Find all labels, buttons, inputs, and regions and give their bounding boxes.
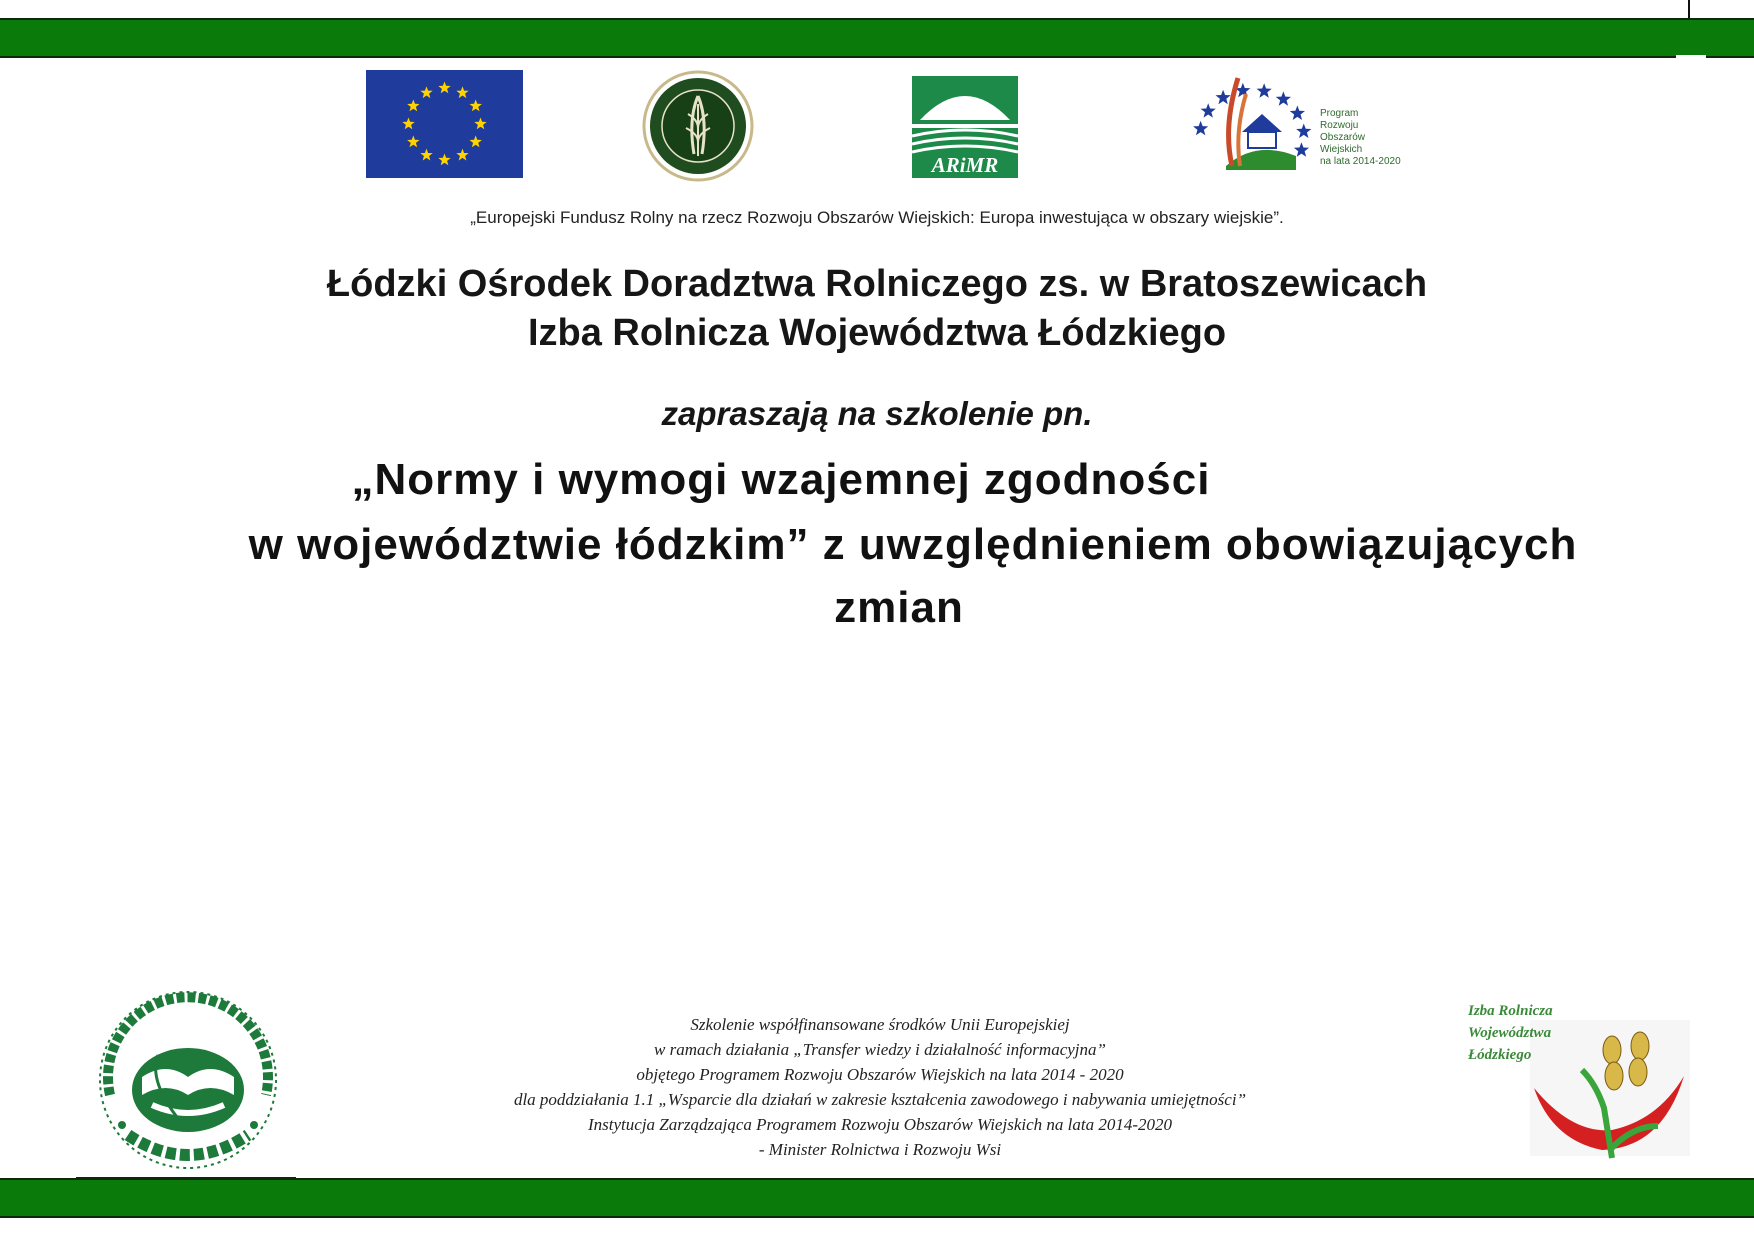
- corner-mark: [1688, 0, 1690, 18]
- prow-line: na lata 2014-2020: [1320, 156, 1401, 167]
- training-title-line-3: zmian: [834, 583, 964, 632]
- svg-text:ARiMR: ARiMR: [931, 153, 999, 177]
- training-title-line-2: w województwie łódzkim” z uwzględnieniem obowiązujących: [248, 520, 1578, 569]
- bottom-green-band: [0, 1178, 1754, 1218]
- footer-line: - Minister Rolnictwa i Rozwoju Wsi: [758, 1140, 1002, 1159]
- prow-line: Wiejskich: [1320, 144, 1363, 155]
- prow-text: [1320, 108, 1401, 168]
- prow-line: Program: [1320, 108, 1359, 119]
- izba-rolnicza-text: [1468, 1000, 1553, 1066]
- prow-star-icon: [1201, 103, 1216, 117]
- invitation-text: zapraszają na szkolenie pn.: [661, 395, 1093, 432]
- footer-line: objętego Programem Rozwoju Obszarów Wiejskich na lata 2014 - 2020: [636, 1065, 1124, 1084]
- prow-star-icon: [1257, 83, 1272, 97]
- prow-logo-icon: [1186, 70, 1316, 182]
- footer-line: Szkolenie współfinansowane środków Unii Europejskiej: [690, 1015, 1070, 1034]
- prow-star-icon: [1276, 91, 1291, 105]
- prow-line: Rozwoju: [1320, 120, 1359, 131]
- cofinancing-footer: [380, 1012, 1380, 1162]
- odr-bratoszewice-seal-icon: [88, 985, 288, 1175]
- prow-star-icon: [1290, 106, 1305, 120]
- organizer-line-1: Łódzki Ośrodek Doradztwa Rolniczego zs. w Bratoszewicach: [326, 263, 1428, 305]
- fund-quote: „Europejski Fundusz Rolny na rzecz Rozwoju Obszarów Wiejskich: Europa inwestująca w obszary wiejskie”.: [470, 208, 1284, 227]
- training-title-line-1: „Normy i wymogi wzajemnej zgodności: [351, 455, 1211, 504]
- band-gap: [1676, 55, 1706, 61]
- prow-star-icon: [1294, 142, 1309, 156]
- prow-star-icon: [1296, 123, 1311, 137]
- organizer-line-2: Izba Rolnicza Województwa Łódzkiego: [527, 312, 1227, 354]
- eu-flag-icon: [366, 70, 523, 178]
- prow-star-icon: [1216, 90, 1231, 104]
- izba-line: Województwa: [1468, 1025, 1552, 1041]
- top-green-band: [0, 18, 1754, 58]
- footer-line: dla poddziałania 1.1 „Wsparcie dla działań w zakresie kształcenia zawodowego i nabywania umiejętności”: [513, 1090, 1247, 1109]
- prow-star-icon: [1193, 121, 1208, 135]
- footer-line: Instytucja Zarządzająca Programem Rozwoju Obszarów Wiejskich na lata 2014-2020: [588, 1115, 1172, 1134]
- izba-line: Łódzkiego: [1468, 1047, 1532, 1063]
- izba-line: Izba Rolnicza: [1468, 1003, 1553, 1019]
- footer-line: w ramach działania „Transfer wiedzy i działalność informacyjna”: [654, 1040, 1106, 1059]
- ministry-seal-icon: [642, 70, 754, 182]
- prow-line: Obszarów: [1320, 132, 1366, 143]
- arimr-logo-icon: [912, 76, 1018, 178]
